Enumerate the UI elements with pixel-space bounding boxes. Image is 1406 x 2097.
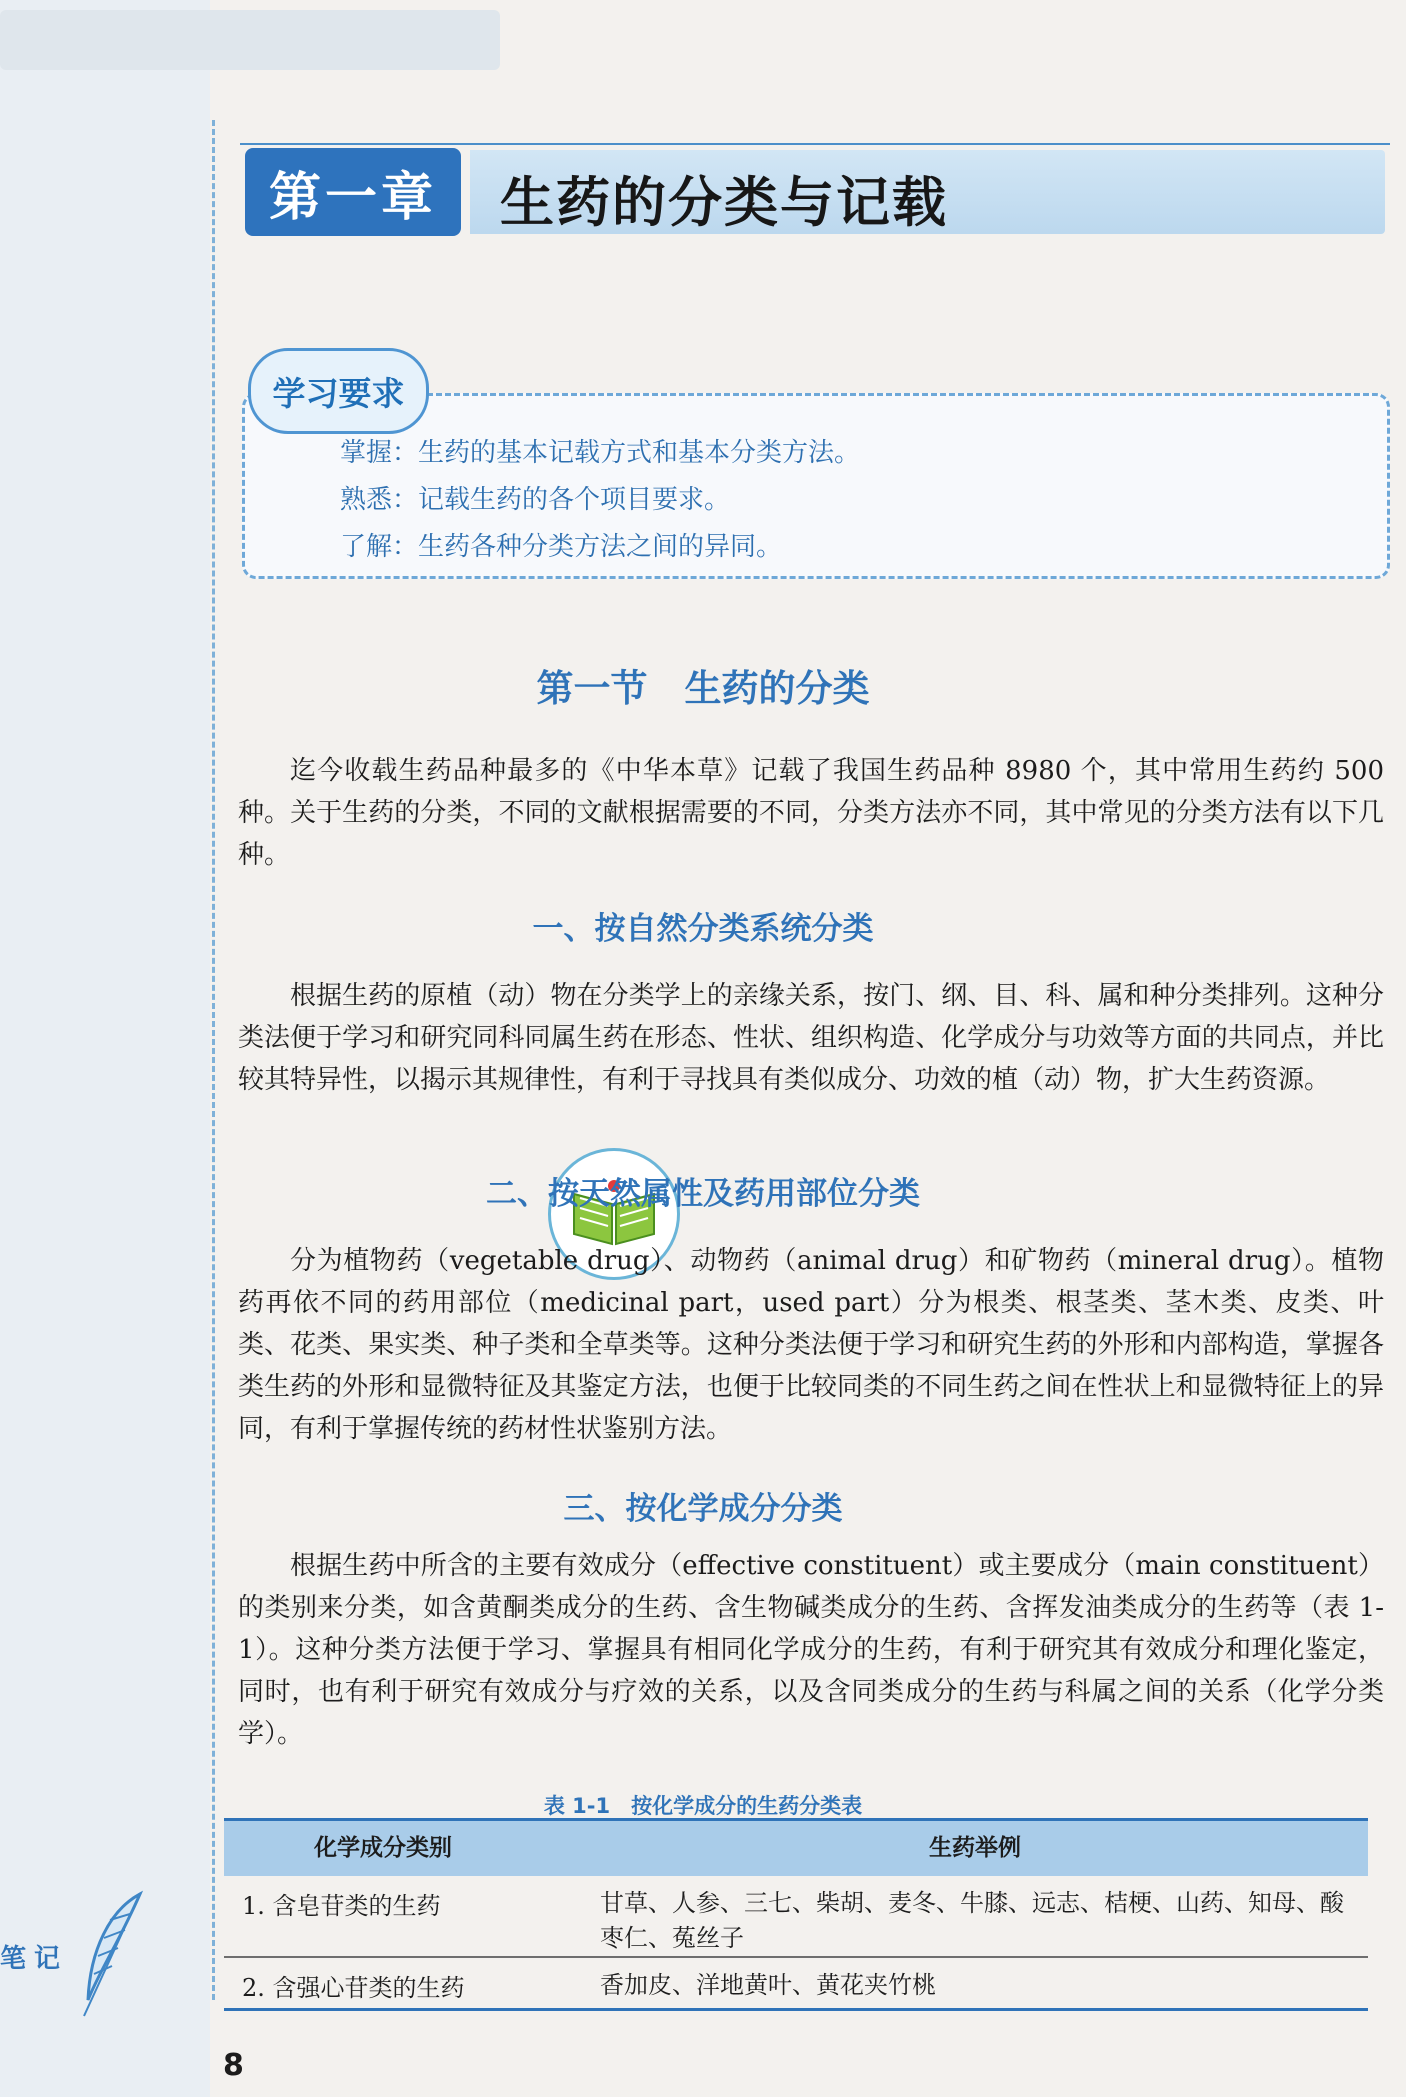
subsection-paragraph-1	[238, 975, 1384, 1101]
table-row	[224, 1876, 1368, 1958]
section-intro-paragraph	[238, 750, 1384, 876]
learning-requirements-list	[340, 430, 1360, 571]
subsection-paragraph-2	[238, 1240, 1384, 1450]
table-cell-examples: 香加皮、洋地黄叶、黄花夹竹桃	[600, 1971, 936, 1999]
subsection-title-2: 二、按天然属性及药用部位分类	[486, 1176, 920, 1212]
section-title: 第一节 生药的分类	[536, 667, 870, 710]
learning-requirements-badge	[248, 348, 429, 434]
header-rule	[240, 143, 1390, 145]
chapter-label-box	[245, 148, 461, 236]
section-intro-text: 迄今收载生药品种最多的《中华本草》记载了我国生药品种 8980 个，其中常用生药约 500 种。关于生药的分类，不同的文献根据需要的不同，分类方法亦不同，其中常见的分类方法有以下几种。	[238, 756, 1384, 870]
chapter-label: 第一章	[268, 166, 437, 228]
chapter-title: 生药的分类与记载	[500, 170, 948, 234]
subsection-title-3: 三、按化学成分分类	[563, 1491, 843, 1527]
requirement-item: 了解：生药各种分类方法之间的异同。	[340, 532, 783, 562]
subsection-paragraph-3	[238, 1545, 1384, 1755]
table-cell-category: 1. 含皂苷类的生药	[242, 1892, 441, 1920]
page-number: 8	[223, 2048, 244, 2083]
margin-strip	[0, 0, 210, 2097]
subsection-text-3: 根据生药中所含的主要有效成分（effective constituent）或主要成分（main constituent）的类别来分类，如含黄酮类成分的生药、含生物碱类成分的生药、含挥发油类成分的生药等（表 1-1）。这种分类方法便于学习、掌握具有相同化学成分的生药，有利于研究其有效成分和理化鉴定，同时，也有利于研究有效成分与疗效的关系，以及含同类成分的生药与科属之间的关系（化学分类学）。	[238, 1551, 1384, 1749]
learning-requirements-title: 学习要求	[272, 373, 405, 413]
table-header-cell: 生药举例	[929, 1835, 1021, 1861]
subsection-text-2: 分为植物药（vegetable drug）、动物药（animal drug）和矿物药（mineral drug）。植物药再依不同的药用部位（medicinal part，used part）分为根类、根茎类、茎木类、皮类、叶类、花类、果实类、种子类和全草类等。这种分类法便于学习和研究生药的外形和内部构造，掌握各类生药的外形和显微特征及其鉴定方法，也便于比较同类的不同生药之间在性状上和显微特征上的异同，有利于掌握传统的药材性状鉴别方法。	[238, 1246, 1384, 1444]
table-cell-category: 2. 含强心苷类的生药	[242, 1974, 465, 2002]
requirement-item: 掌握：生药的基本记载方式和基本分类方法。	[340, 438, 861, 468]
table-cell-examples: 甘草、人参、三七、柴胡、麦冬、牛膝、远志、桔梗、山药、知母、酸枣仁、菟丝子	[600, 1889, 1344, 1952]
requirement-item: 熟悉：记载生药的各个项目要求。	[340, 485, 731, 515]
table-caption: 表 1-1 按化学成分的生药分类表	[543, 1794, 863, 1818]
notes-label: 笔记	[0, 1944, 69, 1974]
table-row	[224, 1958, 1368, 2010]
subsection-title-1: 一、按自然分类系统分类	[532, 911, 874, 947]
top-tab-band	[0, 10, 500, 70]
feather-quill-icon	[70, 1890, 150, 2024]
table-header-row	[224, 1818, 1368, 1876]
subsection-text-1: 根据生药的原植（动）物在分类学上的亲缘关系，按门、纲、目、科、属和种分类排列。这种分类法便于学习和研究同科同属生药在形态、性状、组织构造、化学成分与功效等方面的共同点，并比较其特异性，以揭示其规律性，有利于寻找具有类似成分、功效的植（动）物，扩大生药资源。	[238, 981, 1384, 1095]
margin-dashed-line	[212, 120, 215, 2000]
table-header-cell: 化学成分类别	[314, 1835, 452, 1861]
table-bottom-rule	[224, 2008, 1368, 2011]
